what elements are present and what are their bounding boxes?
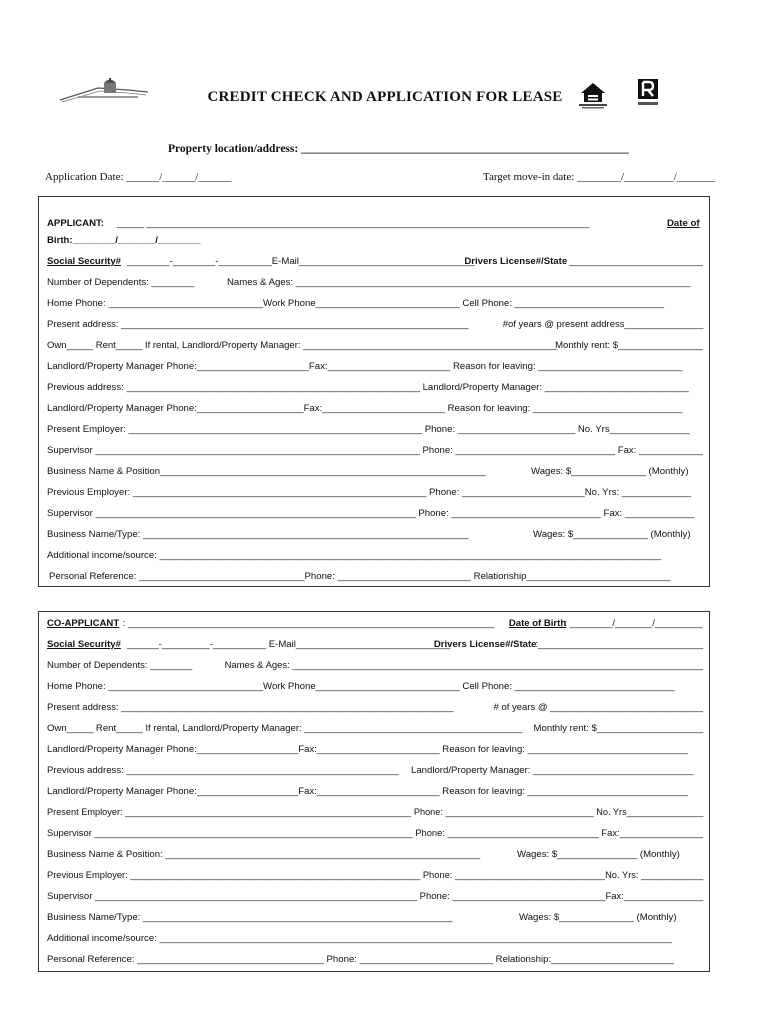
applicant-business-row[interactable]: Business Name & Position_____________________________________________________________ Wages: $______________ (Monthly) bbox=[47, 466, 689, 477]
coapplicant-name-row[interactable]: CO-APPLICANT : _____________________________________________________________________ Date of Birth : ________/_______/_________ bbox=[47, 618, 703, 629]
applicant-reference-row[interactable]: Personal Reference: _______________________________Phone: _________________________ Relationship___________________________ bbox=[49, 571, 671, 582]
applicant-name-row[interactable]: APPLICANT: _____ ___________________________________________________________________________________ Date of bbox=[47, 218, 700, 229]
coapplicant-reference-row[interactable]: Personal Reference: ___________________________________ Phone: _________________________ Relationship:_______________________ bbox=[47, 954, 674, 965]
applicant-prev-employer-row[interactable]: Previous Employer: _______________________________________________________ Phone: _______________________No. Yrs: _____________ bbox=[47, 487, 692, 498]
applicant-address-row[interactable]: Present address: __________________________________________________________________ #of years @ present address_______________ bbox=[47, 319, 704, 330]
coapplicant-dependents-row[interactable]: Number of Dependents: ________ Names & Ages: ______________________________________________________________________________ bbox=[47, 660, 703, 671]
coapplicant-prev-landlord-phone-row[interactable]: Landlord/Property Manager Phone:___________________Fax:_______________________ Reason for leaving: ______________________________ bbox=[47, 786, 688, 797]
coapplicant-landlord-phone-row[interactable]: Landlord/Property Manager Phone:___________________Fax:_______________________ Reason for leaving: ______________________________ bbox=[47, 744, 688, 755]
move-in-date-field[interactable]: Target move-in date: ________/_________/_______ bbox=[483, 171, 716, 183]
coapplicant-section bbox=[38, 611, 710, 972]
coapplicant-supervisor-row[interactable]: Supervisor _____________________________________________________________ Phone: _____________________________ Fax:________________ bbox=[47, 828, 704, 839]
coapplicant-previous-address-row[interactable]: Previous address: ___________________________________________________ Landlord/Property Manager: ______________________________ bbox=[47, 765, 694, 776]
applicant-ssn-row[interactable]: Social Security# ________-________-__________E-Mail_________________________________ Drivers License#/State : _________________________ bbox=[47, 256, 703, 267]
applicant-landlord-phone-row[interactable]: Landlord/Property Manager Phone:_____________________Fax:_______________________ Reason for leaving: ___________________________ bbox=[47, 361, 683, 372]
applicant-prev-supervisor-row[interactable]: Supervisor ____________________________________________________________ Phone: ____________________________ Fax: _____________ bbox=[47, 508, 695, 519]
coapplicant-rent-row[interactable]: Own_____ Rent_____ If rental, Landlord/Property Manager: _________________________________________ Monthly rent: $____________________ bbox=[47, 723, 704, 734]
applicant-supervisor-row[interactable]: Supervisor _____________________________________________________________ Phone: ______________________________ Fax: ____________ bbox=[47, 445, 703, 456]
applicant-rent-row[interactable]: Own_____ Rent_____ If rental, Landlord/Property Manager: ________________________________________________ Monthly rent: $________________ bbox=[47, 340, 703, 351]
applicant-employer-row[interactable]: Present Employer: _______________________________________________________ Phone: ______________________ No. Yrs_______________ bbox=[47, 424, 690, 435]
applicant-dependents-row[interactable]: Number of Dependents: ________ Names & Ages: __________________________________________________________________________ bbox=[47, 277, 691, 288]
coapplicant-prev-employer-row[interactable]: Previous Employer: ________________________________________________________ Phone: _____________________________No. Yrs: ____________ bbox=[47, 870, 704, 881]
applicant-phone-row[interactable]: Home Phone: _____________________________Work Phone___________________________ Cell Phone: ____________________________ bbox=[47, 298, 665, 309]
applicant-income-row[interactable]: Additional income/source: ______________________________________________________________________________________________ bbox=[47, 550, 662, 561]
applicant-business-type-row[interactable]: Business Name/Type: _____________________________________________________________ Wages: $______________ (Monthly) bbox=[47, 529, 691, 540]
coapplicant-prev-supervisor-row[interactable]: Supervisor _____________________________________________________________ Phone: _____________________________Fax:_______________ bbox=[47, 891, 704, 902]
applicant-previous-address-row[interactable]: Previous address: _______________________________________________________ Landlord/Property Manager: ___________________________ bbox=[47, 382, 689, 393]
coapplicant-ssn-row[interactable]: Social Security# ______-_________-__________ E-Mail_____________________________ Drivers License#/State :_______________________________ bbox=[47, 639, 704, 650]
page-title: CREDIT CHECK AND APPLICATION FOR LEASE bbox=[207, 89, 563, 105]
coapplicant-address-row[interactable]: Present address: _______________________________________________________________ # of years @ _____________________________ bbox=[47, 702, 703, 713]
applicant-section bbox=[38, 196, 710, 587]
coapplicant-income-row[interactable]: Additional income/source: ________________________________________________________________________________________________ bbox=[47, 933, 672, 944]
property-address-field[interactable]: Property location/address: _________________________________________________________ bbox=[168, 143, 629, 155]
applicant-prev-landlord-phone-row[interactable]: Landlord/Property Manager Phone:____________________Fax:_______________________ Reason for leaving: ____________________________ bbox=[47, 403, 683, 414]
coapplicant-phone-row[interactable]: Home Phone: _____________________________Work Phone___________________________ Cell Phone: ______________________________ bbox=[47, 681, 675, 692]
coapplicant-business-type-row[interactable]: Business Name/Type: __________________________________________________________ Wages: $______________ (Monthly) bbox=[47, 912, 677, 923]
coapplicant-employer-row[interactable]: Present Employer: ________________________________________________________ Phone: _____________________________ No. Yrs_______________ bbox=[47, 807, 704, 818]
application-date-field[interactable]: Application Date: ______/______/______ bbox=[45, 171, 232, 183]
coapplicant-business-row[interactable]: Business Name & Position: ___________________________________________________________ Wages: $_______________ (Monthly) bbox=[47, 849, 680, 860]
applicant-birth-row[interactable]: Birth:________/_______/________ bbox=[47, 235, 201, 246]
